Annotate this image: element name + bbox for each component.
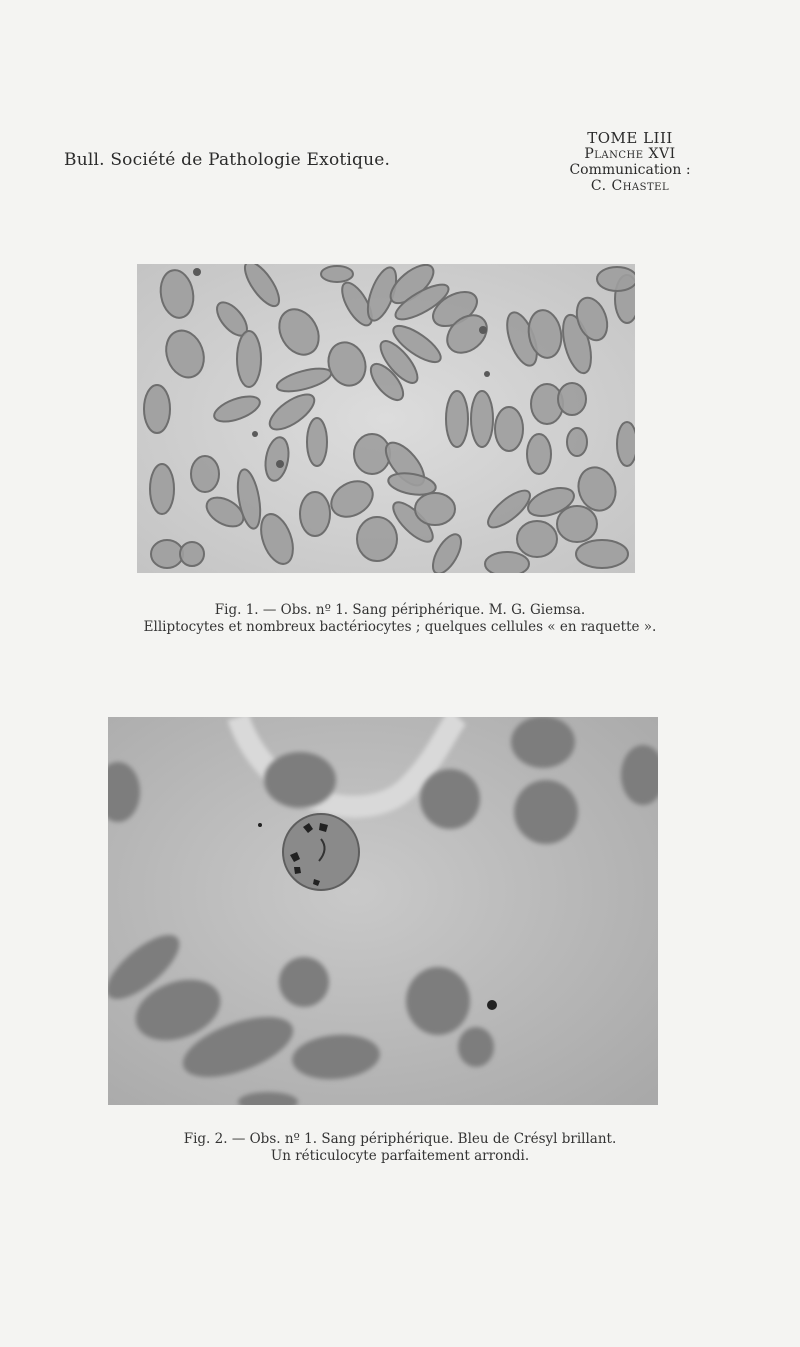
figure-1-caption-line-2: Elliptocytes et nombreux bactériocytes ; quelques cellules « en raquette ». bbox=[143, 619, 657, 635]
communication-label: Communication : bbox=[569, 162, 691, 178]
author-label: C. Chastel bbox=[590, 178, 670, 194]
figure-1-image bbox=[137, 264, 635, 573]
plate-info bbox=[560, 130, 700, 194]
figure-2-caption-line-1: Fig. 2. — Obs. nº 1. Sang périphérique. Bleu de Crésyl brillant. bbox=[183, 1131, 617, 1147]
figure-2-caption-line-2: Un réticulocyte parfaitement arrondi. bbox=[270, 1148, 530, 1164]
figure-1-caption bbox=[0, 602, 800, 636]
planche-label: Planche XVI bbox=[584, 146, 676, 162]
journal-title: Bull. Société de Pathologie Exotique. bbox=[64, 150, 391, 170]
figure-1-caption-line-1: Fig. 1. — Obs. nº 1. Sang périphérique. M. G. Giemsa. bbox=[214, 602, 586, 618]
figure-1-micrograph bbox=[137, 264, 635, 573]
figure-2-image bbox=[108, 717, 658, 1105]
figure-2-caption bbox=[0, 1131, 800, 1165]
figure-2-micrograph bbox=[108, 717, 658, 1105]
tome-label: TOME LIII bbox=[587, 129, 673, 147]
